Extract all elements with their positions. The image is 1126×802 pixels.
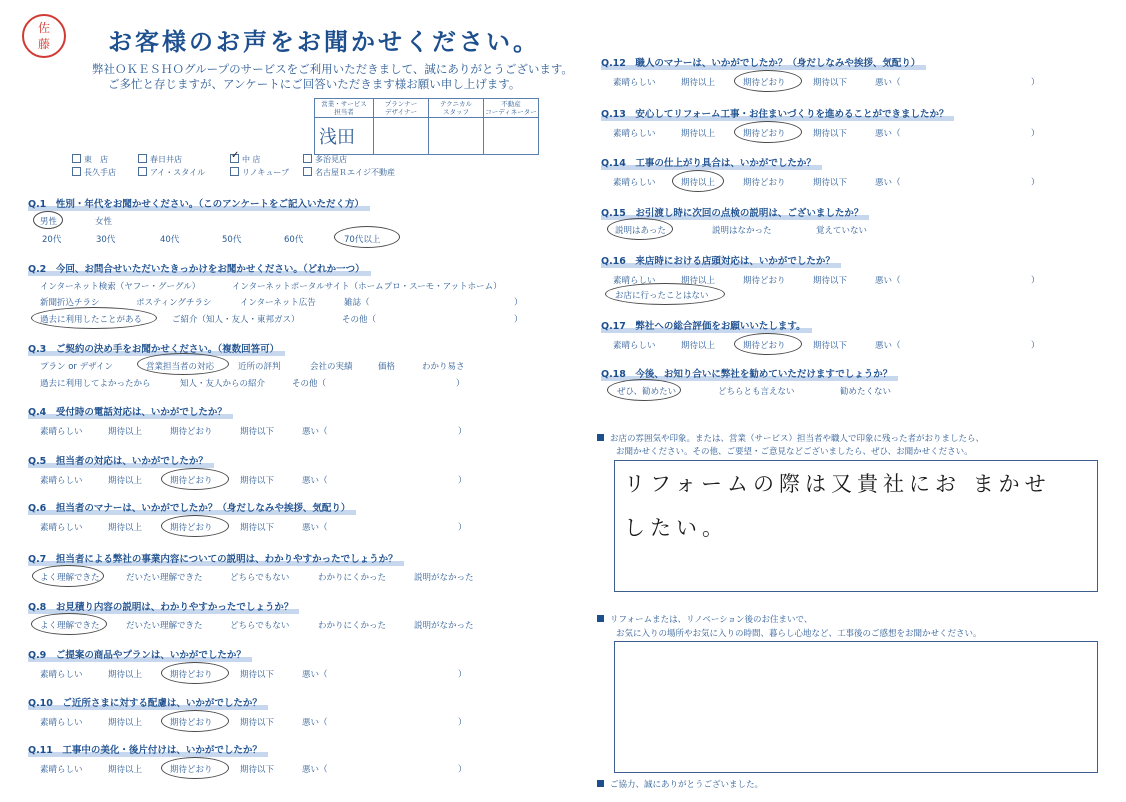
q1-age-20[interactable]: 20代 — [42, 235, 62, 245]
answer-circle — [161, 757, 229, 779]
q13-rating-opt-4[interactable]: 悪い（ — [875, 129, 901, 139]
checkbox-icon — [138, 167, 147, 176]
staff-value-technical — [429, 118, 484, 155]
q2-paren-close-2: ） — [514, 315, 523, 325]
q6-rating-opt-2[interactable]: 期待どおり — [170, 523, 213, 533]
q10-rating-opt-4[interactable]: 悪い（ — [302, 718, 328, 728]
q2-opt-internet-ad[interactable]: インターネット広告 — [240, 298, 316, 308]
q14-rating-opt-5: ） — [1031, 178, 1040, 188]
q3-opt-price[interactable]: 価格 — [378, 362, 396, 372]
q8-opt-well[interactable]: よく理解できた — [40, 621, 100, 631]
q2-opt-portal[interactable]: インターネットポータルサイト（ホームプロ・スーモ・アットホーム） — [232, 282, 502, 292]
q10-rating-opt-3[interactable]: 期待以下 — [240, 718, 275, 728]
q5-rating-opt-5: ） — [458, 476, 467, 486]
q17-rating-opt-1[interactable]: 期待以上 — [681, 341, 716, 351]
answer-circle — [161, 468, 229, 490]
q7-opt-hard[interactable]: わかりにくかった — [318, 573, 387, 583]
staff-header-sales: 営業・サービス 担当者 — [315, 99, 374, 118]
q3-opt-plan[interactable]: プラン or デザイン — [40, 362, 114, 372]
q12-rating-opt-1[interactable]: 期待以上 — [681, 78, 716, 88]
q17-rating-opt-0[interactable]: 素晴らしい — [613, 341, 656, 351]
q7-opt-well[interactable]: よく理解できた — [40, 573, 100, 583]
q17-rating-opt-3[interactable]: 期待以下 — [813, 341, 848, 351]
footer-thanks: ご協力、誠にありがとうございました。 — [597, 778, 763, 790]
q4-rating-opt-3[interactable]: 期待以下 — [240, 427, 275, 437]
q1-age-40[interactable]: 40代 — [160, 235, 180, 245]
q6-title: Q.6 担当者のマナーは、いかがでしたか？（身だしなみや挨拶、気配り） — [28, 500, 350, 514]
checkbox-icon — [303, 154, 312, 163]
q4-rating-opt-4[interactable]: 悪い（ — [302, 427, 328, 437]
q14-rating-opt-2[interactable]: 期待どおり — [743, 178, 786, 188]
q11-title: Q.11 工事中の美化・後片付けは、いかがでしたか？ — [28, 742, 262, 756]
q11-rating-opt-1[interactable]: 期待以上 — [108, 765, 143, 775]
store-tajimi[interactable]: 多治見店 — [303, 154, 347, 165]
q9-rating-opt-2[interactable]: 期待どおり — [170, 670, 213, 680]
q2-opt-newspaper[interactable]: 新聞折込チラシ — [40, 298, 100, 308]
q13-rating-opt-5: ） — [1031, 129, 1040, 139]
q13-rating-opt-0[interactable]: 素晴らしい — [613, 129, 656, 139]
q3-opt-track-record[interactable]: 会社の実績 — [310, 362, 353, 372]
q12-rating-opt-2[interactable]: 期待どおり — [743, 78, 786, 88]
q2-opt-past-use[interactable]: 過去に利用したことがある — [40, 315, 143, 325]
answer-circle — [607, 379, 681, 401]
q4-rating-opt-0[interactable]: 素晴らしい — [40, 427, 83, 437]
q1-title: Q.1 性別・年代をお聞かせください。（このアンケートをご記入いただく方） — [28, 196, 364, 210]
checkbox-checked-icon: ✓ — [231, 150, 240, 161]
answer-circle — [161, 515, 229, 537]
store-east[interactable]: 東 店 — [72, 154, 108, 165]
answer-circle — [607, 218, 673, 240]
q2-opt-referral[interactable]: ご紹介（知人・友人・東邦ガス） — [172, 315, 300, 325]
q2-opt-internet-search[interactable]: インターネット検索（ヤフー・グーグル） — [40, 282, 201, 292]
q13-rating-opt-2[interactable]: 期待どおり — [743, 129, 786, 139]
q6-rating-opt-1[interactable]: 期待以上 — [108, 523, 143, 533]
answer-circle — [161, 662, 229, 684]
q13-rating-opt-3[interactable]: 期待以下 — [813, 129, 848, 139]
q9-rating-opt-0[interactable]: 素晴らしい — [40, 670, 83, 680]
store-nagakute[interactable]: 長久手店 — [72, 167, 116, 178]
checkbox-icon — [138, 154, 147, 163]
intro-line-2: ご多忙と存じますが、アンケートにご回答いただきます様お願い申し上げます。 — [108, 77, 521, 91]
q14-title: Q.14 工事の仕上がり具合は、いかがでしたか？ — [601, 155, 816, 169]
answer-circle — [734, 70, 802, 92]
q7-title: Q.7 担当者による弊社の事業内容についての説明は、わかりやすかったでしょうか？ — [28, 551, 398, 565]
q3-opt-other[interactable]: その他（ — [292, 379, 327, 389]
q12-rating-opt-4[interactable]: 悪い（ — [875, 78, 901, 88]
q8-opt-mostly[interactable]: だいたい理解できた — [126, 621, 203, 631]
q3-opt-sales-rep[interactable]: 営業担当者の対応 — [146, 362, 215, 372]
staff-header-technical: テクニカル スタッフ — [429, 99, 484, 118]
q13-title: Q.13 安心してリフォーム工事・お住まいづくりを進めることができましたか？ — [601, 106, 948, 120]
q10-title: Q.10 ご近所さまに対する配慮は、いかがでしたか？ — [28, 695, 262, 709]
q1-age-30[interactable]: 30代 — [96, 235, 116, 245]
answer-circle — [33, 211, 63, 229]
comment-prompt-1: お店の雰囲気や印象。または、営業（サービス）担当者や職人で印象に残った者がおりましたら、 — [597, 432, 984, 444]
staff-value-realestate — [484, 118, 539, 155]
comment-prompt-1b: お聞かせください。その他、ご要望・ご意見などございましたら、ぜひ、お聞かせください。 — [616, 447, 973, 457]
seal-stamp — [22, 14, 66, 58]
q10-rating-opt-5: ） — [458, 718, 467, 728]
q3-paren-close: ） — [456, 379, 465, 389]
q5-rating-opt-4[interactable]: 悪い（ — [302, 476, 328, 486]
q7-opt-mostly[interactable]: だいたい理解できた — [126, 573, 203, 583]
bullet-square-icon — [597, 780, 604, 787]
q17-title: Q.17 弊社への総合評価をお願いいたします。 — [601, 318, 806, 332]
q18-title: Q.18 今後、お知り合いに弊社を勧めていただけますでしょうか？ — [601, 366, 892, 380]
q16-rating-opt-4[interactable]: 悪い（ — [875, 276, 901, 286]
store-kasugai[interactable]: 春日井店 — [138, 154, 182, 165]
q2-paren-close: ） — [514, 298, 523, 308]
q15-opt-dont-remember[interactable]: 覚えていない — [816, 226, 868, 236]
comment-answer-line-2: したい。 — [624, 516, 728, 540]
q1-age-60[interactable]: 60代 — [284, 235, 304, 245]
answer-circle — [161, 710, 229, 732]
q12-rating-opt-3[interactable]: 期待以下 — [813, 78, 848, 88]
q1-option-male[interactable]: 男性 — [40, 217, 58, 227]
q5-rating-opt-1[interactable]: 期待以上 — [108, 476, 143, 486]
q9-rating-opt-3[interactable]: 期待以下 — [240, 670, 275, 680]
bullet-square-icon — [597, 615, 604, 622]
checkbox-icon — [72, 154, 81, 163]
q4-rating-opt-5: ） — [458, 427, 467, 437]
answer-circle — [672, 170, 724, 192]
checkbox-icon — [230, 167, 239, 176]
q16-rating-opt-1[interactable]: 期待以上 — [681, 276, 716, 286]
q10-rating-opt-0[interactable]: 素晴らしい — [40, 718, 83, 728]
q14-rating-opt-4[interactable]: 悪い（ — [875, 178, 901, 188]
q16-rating-opt-0[interactable]: 素晴らしい — [613, 276, 656, 286]
q14-rating-opt-1[interactable]: 期待以上 — [681, 178, 716, 188]
q12-title: Q.12 職人のマナーは、いかがでしたか？（身だしなみや挨拶、気配り） — [601, 55, 920, 69]
q18-opt-recommend[interactable]: ぜひ、勧めたい — [617, 387, 677, 397]
q6-rating-opt-3[interactable]: 期待以下 — [240, 523, 275, 533]
q16-rating-opt-5: ） — [1031, 276, 1040, 286]
q17-rating-opt-4[interactable]: 悪い（ — [875, 341, 901, 351]
q9-rating-opt-5: ） — [458, 670, 467, 680]
store-istyle[interactable]: アイ・スタイル — [138, 167, 205, 178]
comment-prompt-2: リフォームまたは、リノベーション後のお住まいで、 — [597, 613, 812, 625]
store-naka[interactable]: ✓ 中 店 — [231, 150, 261, 164]
q1-age-70plus[interactable]: 70代以上 — [344, 235, 381, 245]
q4-rating-opt-1[interactable]: 期待以上 — [108, 427, 143, 437]
answer-circle — [734, 333, 802, 355]
staff-table — [314, 98, 539, 155]
page-title: お客様のお声をお聞かせください。 — [108, 28, 540, 56]
answer-circle — [31, 613, 107, 635]
q13-rating-opt-1[interactable]: 期待以上 — [681, 129, 716, 139]
answer-circle — [137, 353, 229, 375]
answer-circle — [734, 121, 802, 143]
q4-title: Q.4 受付時の電話対応は、いかがでしたか？ — [28, 404, 227, 418]
q17-rating-opt-2[interactable]: 期待どおり — [743, 341, 786, 351]
q15-title: Q.15 お引渡し時に次回の点検の説明は、ございましたか？ — [601, 205, 863, 219]
q18-opt-neither[interactable]: どちらとも言えない — [718, 387, 795, 397]
q16-rating-opt-2[interactable]: 期待どおり — [743, 276, 786, 286]
q10-rating-opt-1[interactable]: 期待以上 — [108, 718, 143, 728]
q9-title: Q.9 ご提案の商品やプランは、いかがでしたか？ — [28, 647, 246, 661]
q3-opt-acquaintance[interactable]: 知人・友人からの紹介 — [180, 379, 266, 389]
q2-opt-magazine[interactable]: 雑誌（ — [344, 298, 370, 308]
q6-rating-opt-4[interactable]: 悪い（ — [302, 523, 328, 533]
answer-circle — [605, 283, 725, 305]
q16-rating-opt-3[interactable]: 期待以下 — [813, 276, 848, 286]
q8-title: Q.8 お見積り内容の説明は、わかりやすかったでしょうか？ — [28, 599, 293, 613]
checkbox-icon — [303, 167, 312, 176]
staff-value-planner — [374, 118, 429, 155]
q14-rating-opt-3[interactable]: 期待以下 — [813, 178, 848, 188]
q12-rating-opt-0[interactable]: 素晴らしい — [613, 78, 656, 88]
q2-opt-posting[interactable]: ポスティングチラシ — [136, 298, 212, 308]
answer-circle — [32, 565, 104, 587]
q10-rating-opt-2[interactable]: 期待どおり — [170, 718, 213, 728]
staff-header-planner: プランナー デザイナー — [374, 99, 429, 118]
q9-rating-opt-1[interactable]: 期待以上 — [108, 670, 143, 680]
q11-rating-opt-0[interactable]: 素晴らしい — [40, 765, 83, 775]
q11-rating-opt-5: ） — [458, 765, 467, 775]
comment-answer-line-1: リフォームの際は又貴社にお まかせ — [624, 472, 1051, 496]
q16-title: Q.16 来店時における店頭対応は、いかがでしたか？ — [601, 253, 835, 267]
q6-rating-opt-0[interactable]: 素晴らしい — [40, 523, 83, 533]
q7-opt-none[interactable]: 説明がなかった — [414, 573, 474, 583]
staff-header-realestate: 不動産 コーディネーター — [485, 100, 537, 116]
q5-rating-opt-3[interactable]: 期待以下 — [240, 476, 275, 486]
q8-opt-neither[interactable]: どちらでもない — [230, 621, 290, 631]
q3-title: Q.3 ご契約の決め手をお聞かせください。（複数回答可） — [28, 341, 279, 355]
q12-rating-opt-5: ） — [1031, 78, 1040, 88]
seal-text-2: 藤 — [37, 37, 50, 51]
q15-opt-explained[interactable]: 説明はあった — [615, 226, 666, 236]
q14-rating-opt-0[interactable]: 素晴らしい — [613, 178, 656, 188]
q8-opt-hard[interactable]: わかりにくかった — [318, 621, 387, 631]
q2-title: Q.2 今回、お問合せいただいたきっかけをお聞かせください。（どれか一つ） — [28, 261, 365, 275]
q6-rating-opt-5: ） — [458, 523, 467, 533]
answer-circle — [31, 307, 157, 329]
q4-rating-opt-2[interactable]: 期待どおり — [170, 427, 213, 437]
q3-opt-past-good[interactable]: 過去に利用してよかったから — [40, 379, 151, 389]
seal-text-1: 佐 — [37, 21, 50, 35]
comment-box-2[interactable] — [614, 641, 1098, 773]
q1-option-female[interactable]: 女性 — [95, 217, 113, 227]
q9-rating-opt-4[interactable]: 悪い（ — [302, 670, 328, 680]
q2-opt-other[interactable]: その他（ — [342, 315, 377, 325]
checkbox-icon — [72, 167, 81, 176]
comment-prompt-2b: お気に入りの場所やお気に入りの時間、暮らし心地など、工事後のご感想をお聞かせください。 — [616, 629, 982, 639]
q18-opt-not-recommend[interactable]: 勧めたくない — [840, 387, 892, 397]
q1-age-50[interactable]: 50代 — [222, 235, 242, 245]
answer-circle — [334, 226, 400, 248]
q11-rating-opt-3[interactable]: 期待以下 — [240, 765, 275, 775]
q3-opt-clarity[interactable]: わかり易さ — [422, 362, 465, 372]
staff-value-sales: 浅田 — [315, 118, 374, 155]
q15-opt-not-explained[interactable]: 説明はなかった — [712, 226, 772, 236]
intro-line-1: 弊社ＯＫＥＳＨＯグループのサービスをご利用いただきまして、誠にありがとうございます。 — [92, 62, 573, 76]
q17-rating-opt-5: ） — [1031, 341, 1040, 351]
q16-opt-never-visited[interactable]: お店に行ったことはない — [615, 291, 709, 301]
q5-title: Q.5 担当者の対応は、いかがでしたか？ — [28, 453, 208, 467]
q11-rating-opt-4[interactable]: 悪い（ — [302, 765, 328, 775]
q5-rating-opt-0[interactable]: 素晴らしい — [40, 476, 83, 486]
q7-opt-neither[interactable]: どちらでもない — [230, 573, 290, 583]
store-nagoya-r[interactable]: 名古屋Ｒエイジ不動産 — [303, 167, 395, 178]
q5-rating-opt-2[interactable]: 期待どおり — [170, 476, 213, 486]
q8-opt-none[interactable]: 説明がなかった — [414, 621, 474, 631]
bullet-square-icon — [597, 434, 604, 441]
q11-rating-opt-2[interactable]: 期待どおり — [170, 765, 213, 775]
store-renocube[interactable]: リノキューブ — [230, 167, 289, 178]
q3-opt-reputation[interactable]: 近所の評判 — [238, 362, 281, 372]
